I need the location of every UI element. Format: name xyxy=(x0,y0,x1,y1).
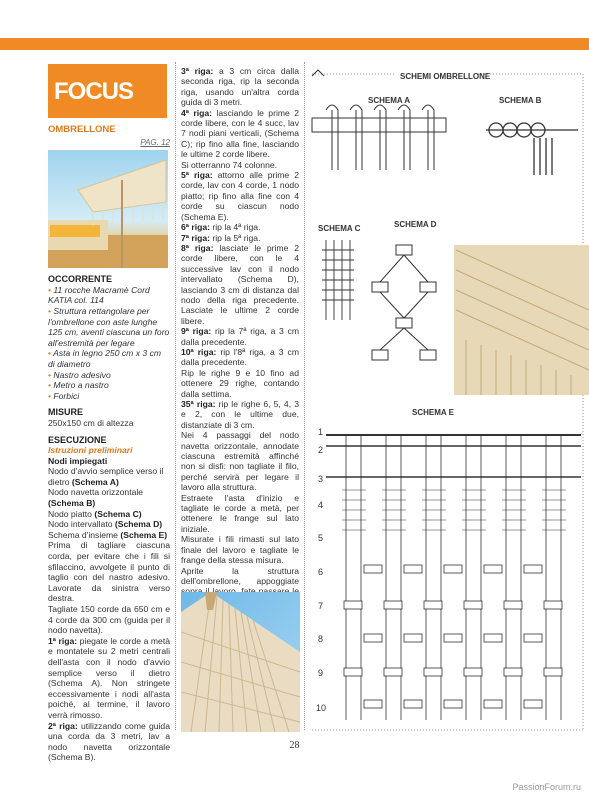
nodi-list xyxy=(48,466,170,540)
nodi-heading: Nodi impiegati xyxy=(48,455,108,466)
list-item: • Struttura rettangolare per l'ombrellone con aste lunghe 125 cm, aventi ciascuna un foro all'estremità per legare xyxy=(48,305,170,348)
row-1-paragraph: 1ª riga: piegate le corde a metà e montatele su 2 metri centrali dell'asta con il nodo d'avvio semplice verso il dietro (Schema A). Non stringete eccessivamente i nodi all'asta poiché, al termine, il lavoro verrà rimosso. xyxy=(48,635,170,720)
paragraph: 4ª riga: lasciando le prime 2 corde libere, con le 4 succ, lav 7 nodi piani verticali, (Schema C); rip fino alla fine, lasciando le ultime 2 corde libere. xyxy=(181,107,299,160)
list-item: • Metro a nastro xyxy=(48,380,109,391)
schema-d-label: SCHEMA D xyxy=(394,220,437,229)
page-number: 28 xyxy=(289,740,300,751)
paragraph: Estraete l'asta d'inizio e tagliate le corde a metà, per ottenere le frange sul lato iniziale. xyxy=(181,492,299,534)
schema-e-label: SCHEMA E xyxy=(412,408,454,417)
cut-paragraph: Tagliate 150 corde da 650 cm e 4 corde da 300 cm (guida per il nodo navetta). xyxy=(48,604,170,636)
row-number: 3 xyxy=(318,474,324,484)
schema-c-drawing xyxy=(322,240,354,320)
paragraph: Nei 4 passaggi del nodo navetta orizzontale, annodate ciascuna estremità affinché non si disfi: non tagliate il filo, perché servirà per legare il lavoro alla struttura. xyxy=(181,430,299,493)
prep-paragraph: Prima di tagliare ciascuna corda, per evitare che i fili si sfilaccino, avvolgete il punto di taglio con del nastro adesivo. Lavorate da sinistra verso destra. xyxy=(48,540,170,604)
row-number: 4 xyxy=(318,500,324,510)
paragraph: 7ª riga: rip la 5ª riga. xyxy=(181,232,261,243)
list-item: Nodo intervallato (Schema D) xyxy=(48,519,163,530)
schema-d-drawing xyxy=(372,245,436,360)
list-item: Nodo piatto (Schema C) xyxy=(48,508,142,519)
section-badge: FOCUS xyxy=(48,64,167,118)
paragraph: 35ª riga: rip le righe 6, 5, 4, 3 e 2, con le ultime due, distanziate di 3 cm. xyxy=(181,399,299,430)
occorrente-heading: OCCORRENTE xyxy=(48,274,113,285)
row-number: 5 xyxy=(318,533,324,543)
list-item: Schema d'insieme (Schema E) xyxy=(48,529,168,540)
istruzioni-subheading: Istruzioni preliminari xyxy=(48,445,133,456)
project-title: OMBRELLONE xyxy=(48,124,116,135)
umbrella-photo xyxy=(48,150,168,268)
diagrams-title: SCHEMI OMBRELLONE xyxy=(400,72,491,81)
paragraph: 6ª riga: rip la 4ª riga. xyxy=(181,222,261,233)
page-reference: PAG. 12 xyxy=(140,137,170,147)
schema-e-drawing xyxy=(326,435,581,720)
row-number: 6 xyxy=(318,567,324,577)
paragraph: Rip le righe 9 e 10 fino ad ottenere 29 righe, contando dalla settima. xyxy=(181,367,299,399)
row-number: 9 xyxy=(318,668,324,678)
row-2-paragraph: 2ª riga: utilizzando come guida una corda da 3 metri, lav a nodo navetta orizzontale (Schema B). xyxy=(48,720,170,763)
watermark: PassionForum.ru xyxy=(512,782,581,792)
umbrella-fringe-photo xyxy=(454,245,589,395)
list-item: • 11 rocche Macramè Cord KATIA col. 114 xyxy=(48,284,150,306)
paragraph: Si otterranno 74 colonne. xyxy=(181,159,278,170)
paragraph: 3ª riga: a 3 cm circa dalla seconda riga, rip la seconda riga, usando un'altra corda guida di 3 metri. xyxy=(181,66,299,108)
esecuzione-heading: ESECUZIONE xyxy=(48,434,107,445)
paragraph: 5ª riga: attorno alle prime 2 corde, lav con 4 corde, 1 nodo piatto; rip fino alla fine con 4 corde su ciascun nodo (Schema E). xyxy=(181,170,299,222)
list-item: • Asta in legno 250 cm x 3 cm di diametro xyxy=(48,348,162,369)
schema-c-label: SCHEMA C xyxy=(318,224,361,233)
schema-b-drawing xyxy=(486,123,578,175)
column-divider xyxy=(304,62,305,730)
row-number: 1 xyxy=(318,427,324,437)
paragraph: Aprite la struttura dell'ombrellone, appoggiate xyxy=(181,565,299,586)
schema-a-drawing xyxy=(312,105,446,170)
misure-text: 250x150 cm di altezza xyxy=(48,417,134,428)
occorrente-list xyxy=(48,285,170,402)
top-accent-bar xyxy=(0,38,589,50)
row-number: 7 xyxy=(318,601,324,611)
row-number: 2 xyxy=(318,445,324,455)
row-number: 8 xyxy=(318,634,324,644)
row-number: 10 xyxy=(316,703,327,713)
paragraph: 8ª riga: lasciate le prime 2 corde libere, con le 4 successive lav con il nodo intervallato (Schema D), lasciando 3 cm di distanza dal nodo della riga precedente. Lasciate le ultime 2 corde libere. xyxy=(181,242,300,326)
column-divider xyxy=(175,62,176,730)
paragraph: 9ª riga: rip la 7ª riga, a 3 cm dalla precedente. xyxy=(181,326,299,347)
list-item: Nodo navetta orizzontale (Schema B) xyxy=(48,487,144,509)
schema-a-label: SCHEMA A xyxy=(368,96,411,105)
left-column xyxy=(48,125,170,763)
paragraph: 10ª riga: rip l'8ª riga, a 3 cm dalla precedente. xyxy=(181,346,300,368)
middle-column xyxy=(181,66,299,628)
list-item: • Nastro adesivo xyxy=(48,369,111,380)
schema-b-label: SCHEMA B xyxy=(499,96,542,105)
macrame-detail-photo xyxy=(181,592,300,732)
misure-heading: MISURE xyxy=(48,407,84,418)
paragraph: Misurate i fili rimasti sul lato finale del lavoro e tagliate le frange della stessa misura. xyxy=(181,534,299,566)
list-item: Nodo d'avvio semplice verso il dietro (Schema A) xyxy=(48,466,164,487)
list-item: • Forbici xyxy=(48,390,80,401)
